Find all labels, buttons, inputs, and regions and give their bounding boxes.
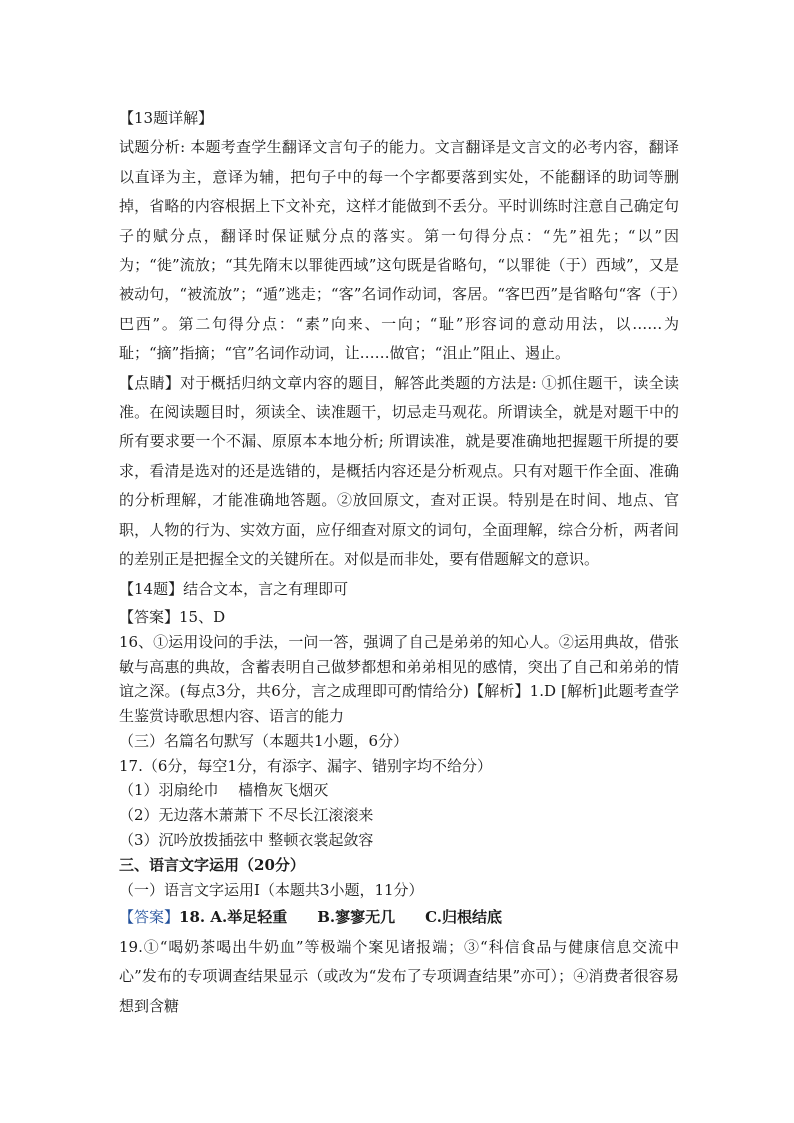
q19-paragraph: 19.①“喝奶茶喝出牛奶血”等极端个案见诸报端；③“科信食品与健康信息交流中心”发布的专项调查结果显示（或改为“发布了专项调查结果”亦可）；④消费者很容易想到含糖 bbox=[119, 937, 679, 1015]
answer-18-body: 18. A.举足轻重 B.寥寥无几 C.归根结底 bbox=[179, 908, 502, 927]
q17-item-1: （1）羽扇纶巾 樯橹灰飞烟灭 bbox=[119, 781, 329, 800]
dianjing-header: 【点睛】 bbox=[119, 373, 181, 392]
q16-paragraph: 16、①运用设问的手法，一问一答，强调了自己是弟弟的知心人。②运用典故，借张敏与高惠的典故，含蓄表明自己做梦都想和弟弟相见的感情，突出了自己和弟弟的情谊之深。(每点3分，共6分，言之成理即可酌情给分)【解析】1.D [解析]此题考查学生鉴赏诗歌思想内容、语言的能力 bbox=[119, 632, 679, 726]
answer-15: 【答案】15、D bbox=[119, 607, 226, 626]
q17-item-3: （3）沉吟放拨插弦中 整顿衣裳起敛容 bbox=[119, 831, 374, 850]
dianjing-paragraph bbox=[119, 369, 679, 575]
section-3-heading: （三）名篇名句默写（本题共1小题，6分） bbox=[119, 731, 409, 750]
q13-analysis: 试题分析: 本题考查学生翻译文言句子的能力。文言翻译是文言文的必考内容，翻译以直译为主，意译为辅，把句子中的每一个字都要落到实处，不能翻译的助词等删掉，省略的内容根据上下文补充，这样才能做到不丢分。平时训练时注意自己确定句子的赋分点，翻译时保证赋分点的落实。第一句得分点：“先”祖先；“以”因为；“徙”流放；“其先隋末以罪徙西域”这句既是省略句，“以罪徙（于）西域”，又是被动句，“被流放”；“遁”逃走；“客”名词作动词，客居。“客巴西”是省略句“客（于）巴西”。第二句得分点：“素”向来、一向；“耻”形容词的意动用法，以……为耻；“摘”指摘；“官”名词作动词，让……做官；“沮止”阻止、遏止。 bbox=[119, 138, 679, 363]
q13-header: 【13题详解】 bbox=[119, 109, 214, 127]
dianjing-body: 对于概括归纳文章内容的题目，解答此类题的方法是: ①抓住题干，读全读准。在阅读题目时，须读全、读准题干，切忌走马观花。所谓读全，就是对题干中的所有要求要一个不漏、原原本本地分析; 所谓读准，就是要准确地把握题干所提的要求，看清是选对的还是选错的，是概括内容还是分析观点。只有对题干作全面、准确的分析理解，才能准确地答题。②放回原文，查对正误。特别是在时间、地点、官职，人物的行为、实效方面，应仔细查对原文的词句，全面理解，综合分析，两者间的差别正是把握全文的关键所在。对似是而非处，要有借题解文的意识。 bbox=[119, 373, 679, 569]
answer-18 bbox=[119, 903, 679, 932]
part-3-subsection-1: （一）语言文字运用Ⅰ（本题共3小题，11分） bbox=[119, 880, 424, 899]
q14-paragraph: 【14题】结合文本，言之有理即可 bbox=[119, 579, 349, 598]
q17-item-2: （2）无边落木萧萧下 不尽长江滚滚来 bbox=[119, 806, 374, 825]
part-3-title: 三、语言文字运用（20分） bbox=[119, 855, 305, 874]
q17-paragraph: 17.（6分，每空1分，有添字、漏字、错别字均不给分） bbox=[119, 756, 492, 775]
document-body bbox=[119, 104, 679, 1021]
answer-18-tag: 【答案】 bbox=[119, 908, 180, 927]
